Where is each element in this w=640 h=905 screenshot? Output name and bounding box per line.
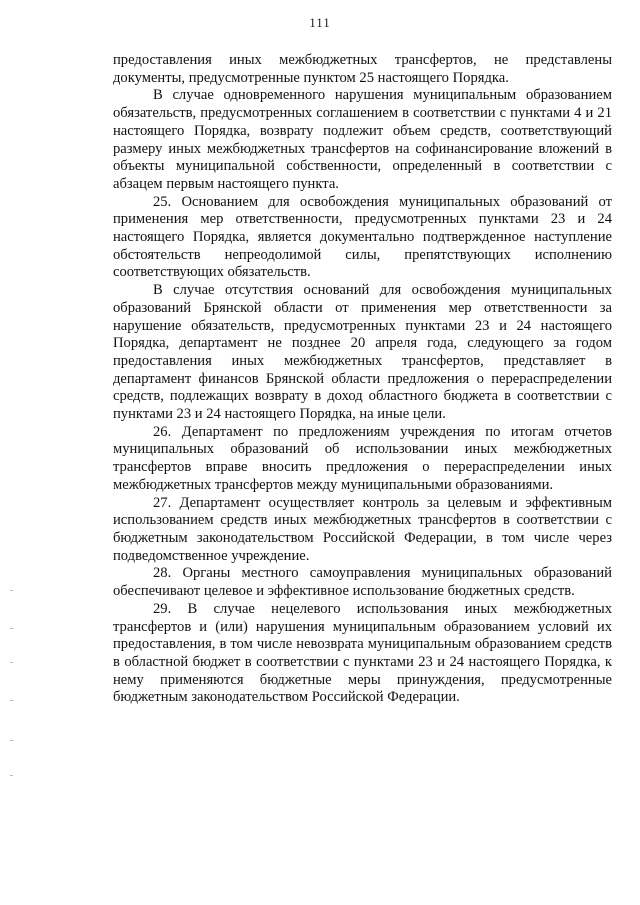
paragraph-item-27: 27. Департамент осуществляет контроль за целевым и эффективным использованием средств иных межбюджетных трансфертов в соответствии с бюджетным законодательством Российской Федерации, в том числе через подведомственное учреждение. bbox=[113, 494, 612, 564]
document-body bbox=[113, 52, 612, 707]
paragraph-no-grounds: В случае отсутствия оснований для освобождения муниципальных образований Брянской области от применения мер ответственности за нарушение обязательств, предусмотренных пунктами 23 и 24 настоящего Порядка, департамент не позднее 20 апреля года, следующего за годом предоставления иных межбюджетных трансфертов, представляет в департамент финансов Брянской области предложения о перераспределении средств, подлежащих возврату в доход областного бюджета в соответствии с пунктами 23 и 24 настоящего Порядка, на иные цели. bbox=[113, 282, 612, 423]
scan-margin-marks bbox=[10, 590, 16, 790]
page-number: 111 bbox=[309, 15, 331, 30]
paragraph-item-26: 26. Департамент по предложениям учреждения по итогам отчетов муниципальных образований об использовании иных межбюджетных трансфертов вправе вносить предложения о перераспределении иных межбюджетных трансфертов между муниципальными образованиями. bbox=[113, 423, 612, 493]
paragraph-simultaneous-violation: В случае одновременного нарушения муниципальным образованием обязательств, предусмотренных соглашением в соответствии с пунктами 4 и 21 настоящего Порядка, возврату подлежит объем средств, соответствующий размеру иных межбюджетных трансфертов на софинансирование вложений в объекты муниципальной собственности, определенный в соответствии с абзацем первым настоящего пункта. bbox=[113, 87, 612, 192]
paragraph-item-29: 29. В случае нецелевого использования иных межбюджетных трансфертов и (или) нарушения муниципальным образованием условий их предоставления, в том числе невозврата муниципальным образованием средств в областной бюджет в соответствии с пунктами 23 и 24 настоящего Порядка, к нему применяются бюджетные меры принуждения, предусмотренные бюджетным законодательством Российской Федерации. bbox=[113, 600, 612, 706]
paragraph-item-25: 25. Основанием для освобождения муниципальных образований от применения мер ответственности, предусмотренных пунктами 23 и 24 настоящего Порядка, является документально подтвержденное наступление обстоятельств непреодолимой силы, препятствующих исполнению соответствующих обязательств. bbox=[113, 193, 612, 281]
paragraph-item-28: 28. Органы местного самоуправления муниципальных образований обеспечивают целевое и эффективное использование бюджетных средств. bbox=[113, 565, 612, 600]
paragraph-continuation: предоставления иных межбюджетных трансфертов, не представлены документы, предусмотренные пунктом 25 настоящего Порядка. bbox=[113, 52, 612, 86]
